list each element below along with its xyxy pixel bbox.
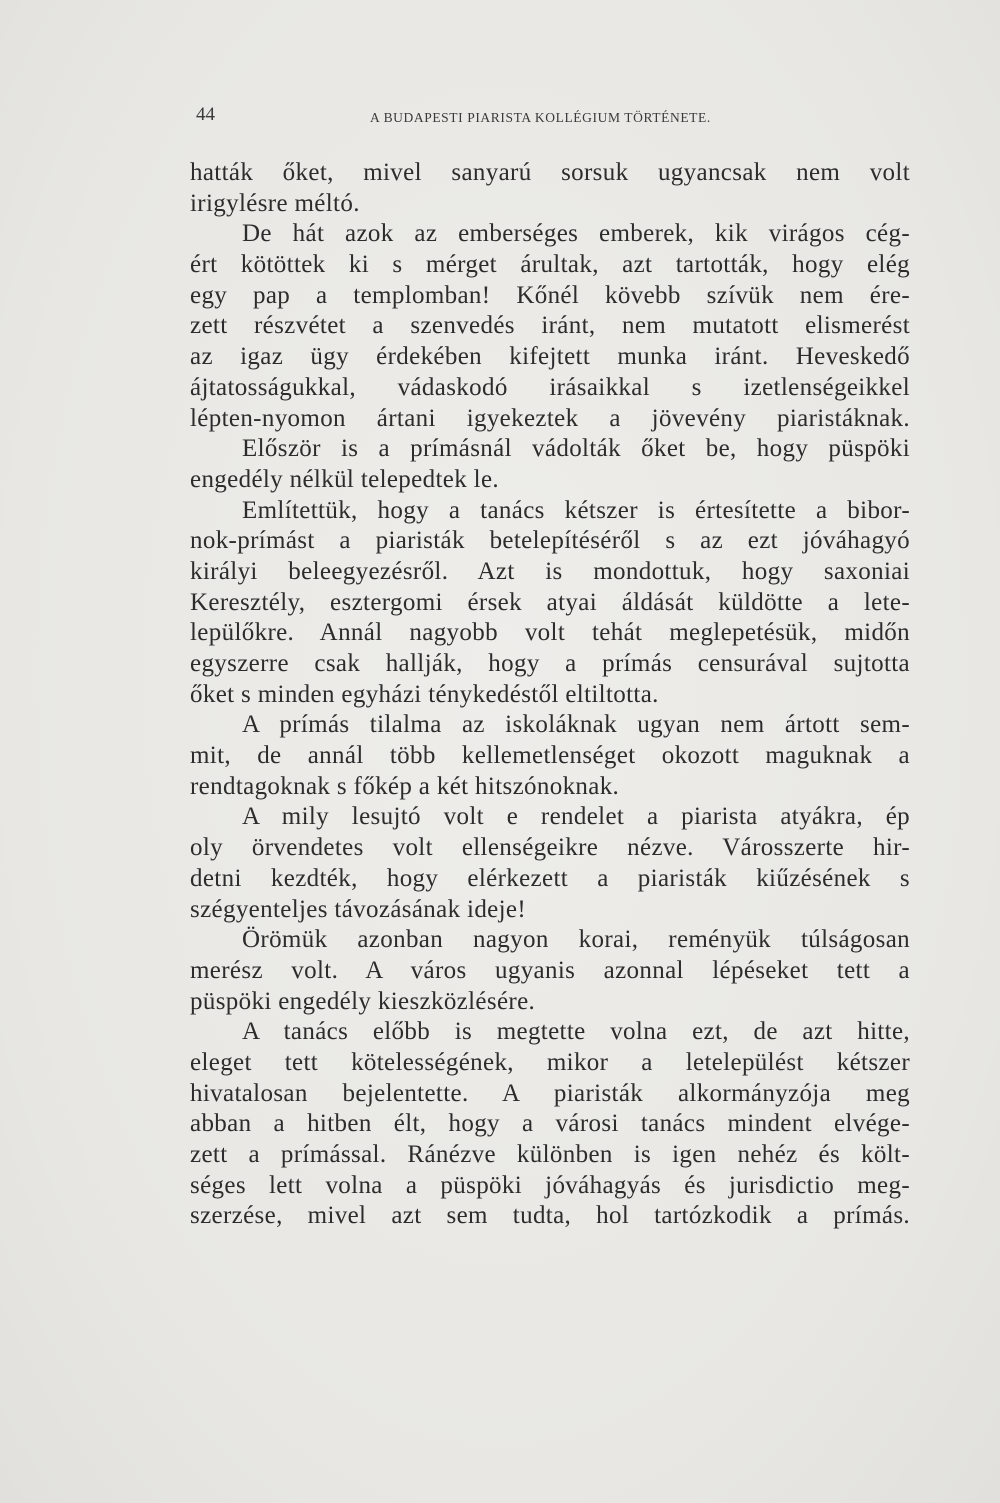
text-line: egyszerre csak hallják, hogy a prímás censurával sujtotta <box>190 650 910 677</box>
text-line: rendtagoknak s főkép a két hitszónoknak. <box>190 772 620 800</box>
text-line: hatták őket, mivel sanyarú sorsuk ugyancsak nem volt <box>190 159 910 186</box>
text-line: szerzése, mivel azt sem tudta, hol tartózkodik a prímás. <box>190 1202 910 1230</box>
text-line: az igaz ügy érdekében kifejtett munka iránt. Heveskedő <box>190 343 910 371</box>
text-line: abban a hitben élt, hogy a városi tanács mindent elvége- <box>190 1110 910 1138</box>
text-line: engedély nélkül telepedtek le. <box>190 465 499 493</box>
text-line: irigylésre méltó. <box>190 189 360 217</box>
text-line: lepülőkre. Annál nagyobb volt tehát meglepetésük, midőn <box>190 619 910 647</box>
text-line: De hát azok az emberséges emberek, kik virágos cég- <box>242 220 910 248</box>
text-line: Említettük, hogy a tanács kétszer is értesítette a bibor- <box>242 496 910 524</box>
text-line: ájtatosságukkal, vádaskodó irásaikkal s izetlenségeikkel <box>190 373 910 401</box>
text-line: eleget tett kötelességének, mikor a letelepülést kétszer <box>190 1048 910 1076</box>
text-line: A tanács előbb is megtette volna ezt, de azt hitte, <box>242 1018 910 1046</box>
text-line: lépten-nyomon ártani igyekeztek a jövevény piaristáknak. <box>190 404 910 432</box>
text-line: oly örvendetes volt ellenségeikre nézve. Városszerte hir- <box>190 834 910 862</box>
text-line: egy pap a templomban! Kőnél kövebb szívük nem ére- <box>190 281 910 309</box>
text-line: püspöki engedély kieszközlésére. <box>190 987 536 1015</box>
text-line: szégyenteljes távozásának ideje! <box>190 895 527 923</box>
text-line: zett részvétet a szenvedés iránt, nem mutatott elismerést <box>190 312 910 340</box>
page-number: 44 <box>196 104 215 125</box>
text-line: Örömük azonban nagyon korai, reményük túlságosan <box>242 926 910 954</box>
body-text <box>190 158 910 1232</box>
text-line: hivatalosan bejelentette. A piaristák alkormányzója meg <box>190 1079 910 1107</box>
text-line: A prímás tilalma az iskoláknak ugyan nem ártott sem- <box>242 711 910 739</box>
text-line: detni kezdték, hogy elérkezett a piaristák kiűzésének s <box>190 864 910 892</box>
text-line: séges lett volna a püspöki jóváhagyás és jurisdictio meg- <box>190 1171 910 1199</box>
text-line: Először is a prímásnál vádolták őket be, hogy püspöki <box>242 435 910 463</box>
text-line: zett a prímással. Ránézve különben is igen nehéz és költ- <box>190 1141 910 1168</box>
text-line: ért kötöttek ki s mérget árultak, azt tartották, hogy elég <box>190 251 910 279</box>
text-line: merész volt. A város ugyanis azonnal lépéseket tett a <box>190 956 910 984</box>
text-line: nok-prímást a piaristák betelepítéséről s az ezt jóváhagyó <box>190 527 910 555</box>
text-line: Keresztély, esztergomi érsek atyai áldását küldötte a lete- <box>190 588 910 616</box>
text-line: A mily lesujtó volt e rendelet a piarista atyákra, ép <box>242 803 910 831</box>
text-line: őket s minden egyházi ténykedéstől eltiltotta. <box>190 680 659 708</box>
text-line: királyi beleegyezésről. Azt is mondottuk, hogy saxoniai <box>190 557 910 585</box>
text-line: mit, de annál több kellemetlenséget okozott maguknak a <box>190 742 910 770</box>
page-header <box>196 104 756 134</box>
running-head: A BUDAPESTI PIARISTA KOLLÉGIUM TÖRTÉNETE. <box>370 110 711 125</box>
